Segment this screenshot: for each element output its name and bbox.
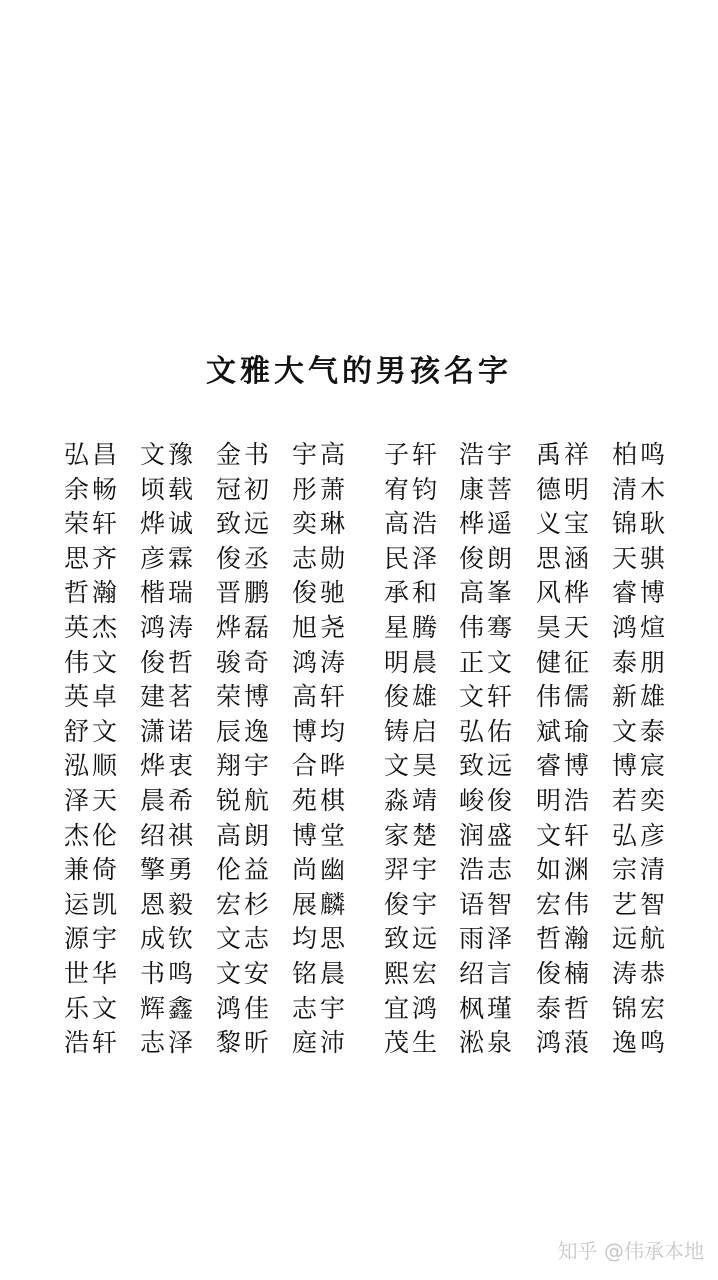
name-item: 俊楠 — [536, 958, 593, 988]
name-item: 鸿佳 — [216, 993, 273, 1023]
name-item: 英卓 — [64, 682, 121, 712]
name-item: 彤萧 — [292, 474, 349, 504]
name-item: 浩志 — [459, 855, 516, 885]
name-item: 宇高 — [292, 440, 349, 469]
name-item: 宗清 — [612, 855, 669, 885]
name-item: 恩毅 — [140, 889, 197, 919]
name-item: 舒文 — [64, 716, 121, 746]
name-item: 润盛 — [459, 820, 516, 850]
name-item: 枫瑾 — [459, 993, 516, 1023]
name-item: 雨泽 — [459, 924, 516, 954]
name-item: 文轩 — [536, 820, 593, 850]
name-item: 展麟 — [292, 889, 349, 919]
name-item: 余畅 — [64, 474, 121, 504]
name-item: 高轩 — [292, 682, 349, 712]
name-item: 星腾 — [384, 612, 441, 642]
name-item: 兼倚 — [64, 855, 121, 885]
name-item: 绍祺 — [140, 820, 197, 850]
name-item: 锦耿 — [612, 509, 669, 539]
name-row — [64, 473, 684, 508]
name-item: 德明 — [536, 474, 593, 504]
name-item: 庭沛 — [292, 1028, 349, 1058]
name-item: 奕琳 — [292, 509, 349, 539]
name-item: 子轩 — [384, 440, 441, 469]
name-item: 辉鑫 — [140, 993, 197, 1023]
name-item: 远航 — [612, 924, 669, 954]
name-item: 泰朋 — [612, 647, 669, 677]
name-item: 杰伦 — [64, 820, 121, 850]
name-item: 淼靖 — [384, 785, 441, 815]
name-row — [64, 819, 684, 854]
name-row — [64, 992, 684, 1027]
names-grid — [64, 438, 684, 1061]
name-item: 绍言 — [459, 958, 516, 988]
name-item: 淞泉 — [459, 1028, 516, 1058]
name-item: 铭晨 — [292, 958, 349, 988]
name-item: 弘昌 — [64, 440, 121, 469]
name-item: 弘佑 — [459, 716, 516, 746]
name-item: 峻俊 — [459, 785, 516, 815]
name-item: 正文 — [459, 647, 516, 677]
name-item: 辰逸 — [216, 716, 273, 746]
name-item: 翔宇 — [216, 751, 273, 781]
name-item: 致远 — [216, 509, 273, 539]
name-item: 博均 — [292, 716, 349, 746]
name-item: 鸿涛 — [292, 647, 349, 677]
name-item: 铸启 — [384, 716, 441, 746]
name-item: 逸鸣 — [612, 1028, 669, 1058]
name-row — [64, 680, 684, 715]
name-item: 冠初 — [216, 474, 273, 504]
name-item: 熙宏 — [384, 958, 441, 988]
name-item: 高朗 — [216, 820, 273, 850]
watermark: 知乎 @伟承本地 — [557, 1239, 704, 1263]
name-item: 致远 — [384, 924, 441, 954]
name-row — [64, 646, 684, 681]
name-item: 伦益 — [216, 855, 273, 885]
name-item: 锐航 — [216, 785, 273, 815]
name-item: 鸿煊 — [612, 612, 669, 642]
name-item: 彦霖 — [140, 543, 197, 573]
name-item: 泽天 — [64, 785, 121, 815]
name-row — [64, 438, 684, 473]
name-item: 俊哲 — [140, 647, 197, 677]
name-item: 羿宇 — [384, 855, 441, 885]
name-item: 禹祥 — [536, 440, 593, 469]
name-item: 文志 — [216, 924, 273, 954]
name-item: 俊宇 — [384, 889, 441, 919]
name-item: 乐文 — [64, 993, 121, 1023]
name-row — [64, 957, 684, 992]
name-item: 若奕 — [612, 785, 669, 815]
name-item: 思齐 — [64, 543, 121, 573]
name-item: 文昊 — [384, 751, 441, 781]
name-item: 尚幽 — [292, 855, 349, 885]
name-item: 俊朗 — [459, 543, 516, 573]
name-item: 荣轩 — [64, 509, 121, 539]
name-item: 天骐 — [612, 543, 669, 573]
name-row — [64, 749, 684, 784]
name-item: 合晔 — [292, 751, 349, 781]
name-item: 健征 — [536, 647, 593, 677]
name-item: 均思 — [292, 924, 349, 954]
name-item: 俊雄 — [384, 682, 441, 712]
name-item: 擎勇 — [140, 855, 197, 885]
name-item: 泓顺 — [64, 751, 121, 781]
name-item: 昊天 — [536, 612, 593, 642]
name-item: 俊驰 — [292, 578, 349, 608]
name-row — [64, 784, 684, 819]
name-row — [64, 507, 684, 542]
name-item: 锦宏 — [612, 993, 669, 1023]
name-row — [64, 922, 684, 957]
name-item: 思涵 — [536, 543, 593, 573]
name-item: 英杰 — [64, 612, 121, 642]
name-row — [64, 611, 684, 646]
name-item: 运凯 — [64, 889, 121, 919]
name-item: 文泰 — [612, 716, 669, 746]
name-item: 明浩 — [536, 785, 593, 815]
name-item: 泰哲 — [536, 993, 593, 1023]
name-item: 世华 — [64, 958, 121, 988]
name-item: 睿博 — [612, 578, 669, 608]
name-item: 弘彦 — [612, 820, 669, 850]
name-item: 潇诺 — [140, 716, 197, 746]
name-item: 烨诚 — [140, 509, 197, 539]
name-row — [64, 853, 684, 888]
name-item: 宥钧 — [384, 474, 441, 504]
name-row — [64, 1026, 684, 1061]
name-item: 鸿蒗 — [536, 1028, 593, 1058]
name-item: 文安 — [216, 958, 273, 988]
name-item: 高峯 — [459, 578, 516, 608]
name-item: 成钦 — [140, 924, 197, 954]
name-item: 哲瀚 — [64, 578, 121, 608]
name-item: 楷瑞 — [140, 578, 197, 608]
name-item: 志勋 — [292, 543, 349, 573]
name-item: 浩轩 — [64, 1028, 121, 1058]
name-item: 宏伟 — [536, 889, 593, 919]
name-item: 黎昕 — [216, 1028, 273, 1058]
name-item: 烨衷 — [140, 751, 197, 781]
name-item: 柏鸣 — [612, 440, 669, 469]
name-item: 苑棋 — [292, 785, 349, 815]
name-row — [64, 542, 684, 577]
name-item: 俊丞 — [216, 543, 273, 573]
name-item: 晨希 — [140, 785, 197, 815]
name-item: 义宝 — [536, 509, 593, 539]
name-row — [64, 715, 684, 750]
name-item: 新雄 — [612, 682, 669, 712]
name-item: 宏杉 — [216, 889, 273, 919]
name-row — [64, 888, 684, 923]
name-item: 如渊 — [536, 855, 593, 885]
name-item: 哲瀚 — [536, 924, 593, 954]
name-item: 斌瑜 — [536, 716, 593, 746]
name-item: 艺智 — [612, 889, 669, 919]
name-item: 浩宇 — [459, 440, 516, 469]
name-item: 民泽 — [384, 543, 441, 573]
name-item: 烨磊 — [216, 612, 273, 642]
name-row — [64, 576, 684, 611]
name-item: 顷载 — [140, 474, 197, 504]
name-item: 博堂 — [292, 820, 349, 850]
name-item: 旭尧 — [292, 612, 349, 642]
name-item: 伟骞 — [459, 612, 516, 642]
name-item: 晋鹏 — [216, 578, 273, 608]
name-item: 志泽 — [140, 1028, 197, 1058]
name-item: 致远 — [459, 751, 516, 781]
name-item: 建茗 — [140, 682, 197, 712]
name-item: 承和 — [384, 578, 441, 608]
name-item: 清木 — [612, 474, 669, 504]
page-title: 文雅大气的男孩名字 — [206, 354, 512, 389]
name-item: 语智 — [459, 889, 516, 919]
name-item: 博宸 — [612, 751, 669, 781]
name-item: 涛恭 — [612, 958, 669, 988]
name-item: 文轩 — [459, 682, 516, 712]
name-item: 宜鸿 — [384, 993, 441, 1023]
name-item: 源宇 — [64, 924, 121, 954]
name-item: 文豫 — [140, 440, 197, 469]
name-item: 伟文 — [64, 647, 121, 677]
name-item: 茂生 — [384, 1028, 441, 1058]
name-item: 桦遥 — [459, 509, 516, 539]
name-item: 家楚 — [384, 820, 441, 850]
name-item: 明晨 — [384, 647, 441, 677]
name-item: 风桦 — [536, 578, 593, 608]
name-item: 荣博 — [216, 682, 273, 712]
name-item: 书鸣 — [140, 958, 197, 988]
name-item: 康菩 — [459, 474, 516, 504]
name-item: 鸿涛 — [140, 612, 197, 642]
name-item: 伟儒 — [536, 682, 593, 712]
name-item: 金书 — [216, 440, 273, 469]
name-item: 睿博 — [536, 751, 593, 781]
name-item: 志宇 — [292, 993, 349, 1023]
name-item: 骏奇 — [216, 647, 273, 677]
name-item: 高浩 — [384, 509, 441, 539]
